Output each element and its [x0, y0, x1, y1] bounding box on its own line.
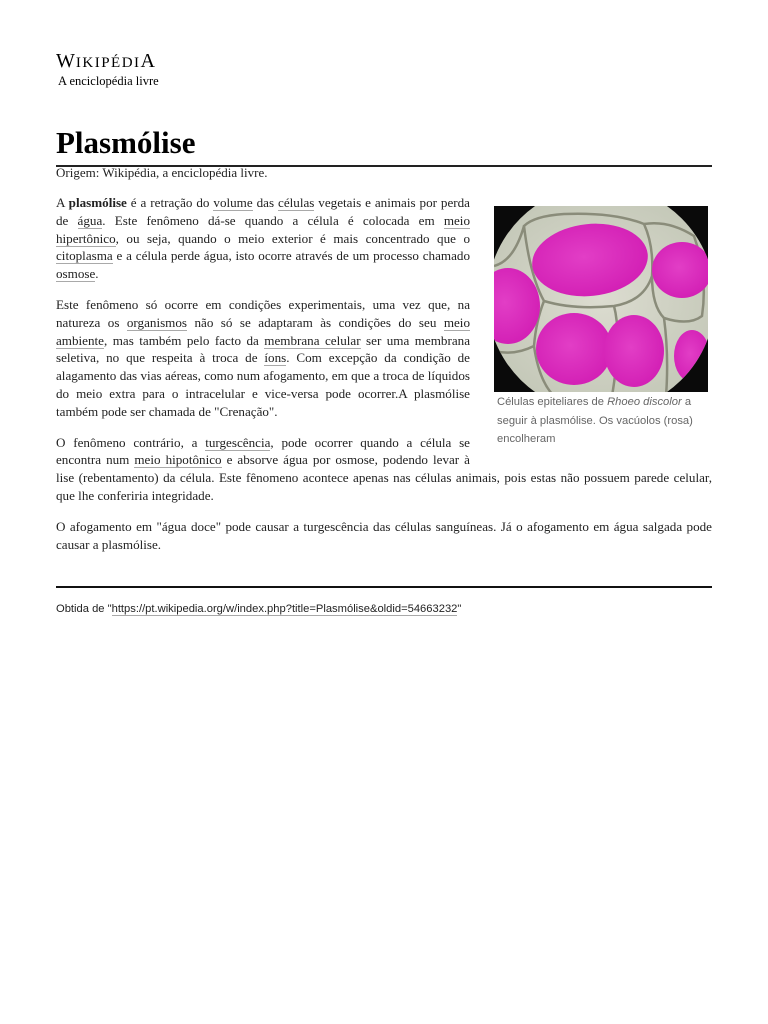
paragraph-1: A plasmólise é a retração do volume das células vegetais e animais por perda de água. Este fenômeno dá-se quando a célula é colocada em meio hipertônico, ou seja, quando o meio exterior é mais concentrado que o citoplasma e a célula perde água, isto ocorre através de um processo chamado osmose.: [56, 195, 470, 282]
link-citoplasma[interactable]: citoplasma: [56, 248, 113, 264]
paragraph-2: Este fenômeno só ocorre em condições experimentais, uma vez que, na natureza os organismos não só se adaptaram às condições do seu meio ambiente, mas também pelo facto da membrana celular ser uma membrana seletiva, no que respeita à troca de íons. Com excepção da condição de alagamento das vias aéreas, como num afogamento, em que a troca de líquidos do meio extra para o intracelular e vice-versa pode ocorrer.A plasmólise também pode ser chamada de "Crenação".: [56, 296, 471, 419]
retrieved-from: Obtida de "https://pt.wikipedia.org/w/index.php?title=Plasmólise&oldid=54663232": [56, 603, 462, 615]
term-plasmolise: plasmólise: [68, 195, 127, 210]
link-ions[interactable]: íons: [264, 350, 287, 366]
link-organismos[interactable]: organismos: [126, 314, 188, 330]
link-celulas[interactable]: células: [278, 195, 315, 210]
source-url-link[interactable]: https://pt.wikipedia.org/w/index.php?title=Plasmólise&oldid=54663232: [111, 603, 458, 615]
link-meio-ambiente[interactable]: meio ambiente: [56, 314, 470, 348]
page-title: Plasmólise: [56, 124, 712, 167]
article-body: [56, 194, 712, 566]
logo-wordmark: WIKIPÉDIA: [56, 50, 156, 72]
link-meio-hipertonico[interactable]: meio hipertônico: [56, 212, 470, 246]
link-volume[interactable]: volume: [213, 195, 253, 210]
plasmolysis-microscope-image[interactable]: [494, 206, 708, 392]
paragraph-3: O fenômeno contrário, a turgescência, pode ocorrer quando a célula se encontra num meio hipotônico e absorve água por osmose, podendo levar à lise (rebentamento) da célula. Este fênomeno acontece apenas nas células animais, pois estas não possuem parede celular, que lhe conferiria integridade.: [56, 434, 712, 503]
link-turgescencia[interactable]: turgescência: [205, 434, 271, 450]
link-osmose[interactable]: osmose: [56, 266, 96, 282]
link-membrana-celular[interactable]: membrana celular: [264, 332, 361, 348]
wikipedia-logo[interactable]: [56, 51, 159, 89]
figure-caption: Células epiteliares de Rhoeo discolor a seguir à plasmólise. Os vacúolos (rosa) encolheram: [497, 396, 693, 445]
paragraph-4: O afogamento em "água doce" pode causar a turgescência das células sanguíneas. Já o afogamento em água salgada pode causar a plasmólise.: [56, 518, 712, 552]
link-agua[interactable]: água: [77, 212, 103, 228]
logo-tagline: A enciclopédia livre: [58, 74, 159, 88]
origin-note: Origem: Wikipédia, a enciclopédia livre.: [56, 165, 268, 180]
figure-plasmolysis: [494, 206, 710, 449]
footer-divider: [56, 586, 712, 588]
link-meio-hipotonico[interactable]: meio hipotônico: [134, 452, 222, 468]
